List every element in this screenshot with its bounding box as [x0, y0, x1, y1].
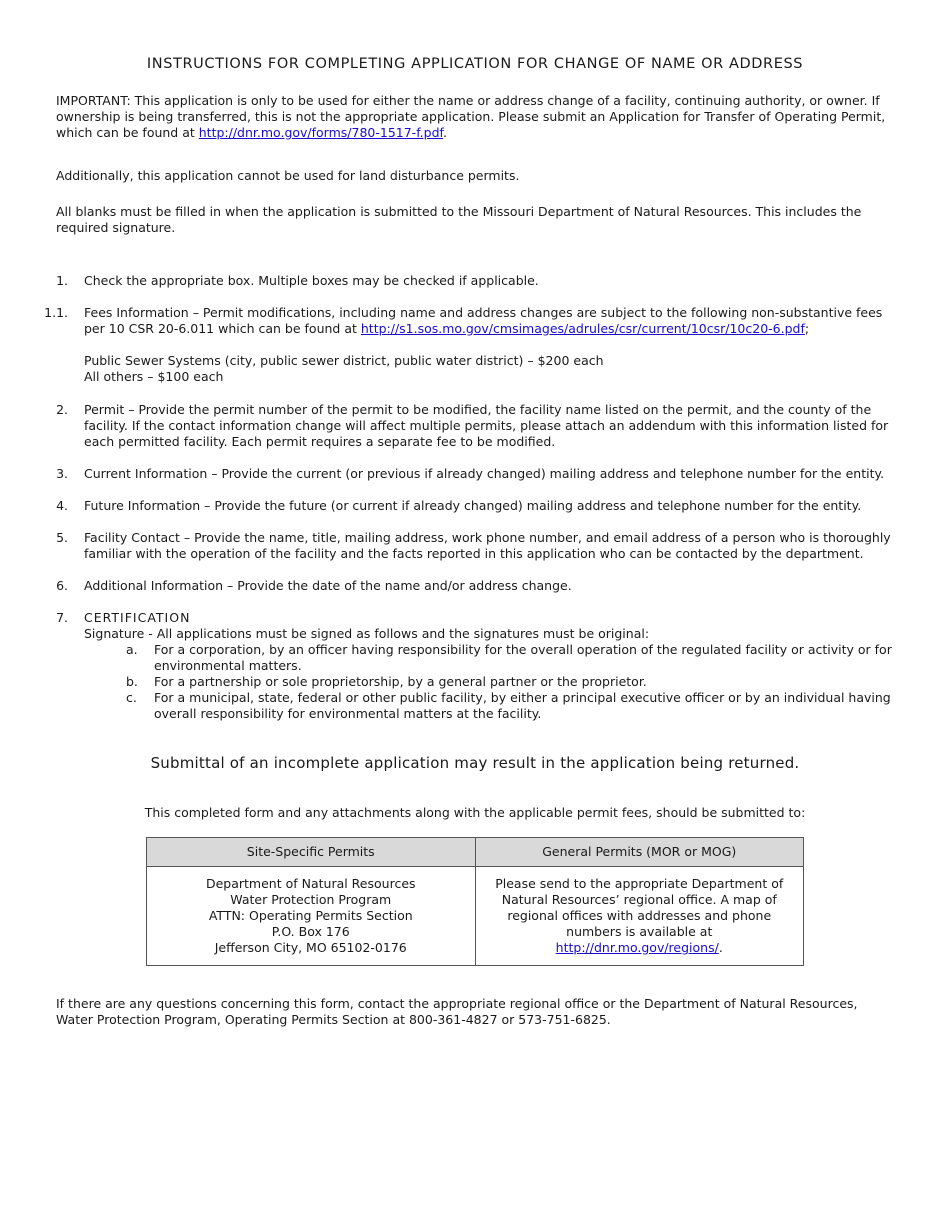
regional-office-end: .: [718, 940, 723, 955]
item-number: 1.: [56, 273, 68, 288]
submission-address-table: [146, 837, 804, 966]
table-row: [147, 867, 804, 966]
signature-rule-c: [84, 690, 896, 722]
sub-letter: a.: [126, 642, 138, 657]
sub-text: For a partnership or sole proprietorship, by a general partner or the proprietor.: [154, 674, 647, 689]
item-text: [84, 610, 896, 722]
sub-text: For a corporation, by an officer having responsibility for the overall operation of the regulated facility or activity or for environmental matters.: [154, 642, 892, 673]
address-line: Water Protection Program: [230, 892, 392, 907]
site-specific-address: [147, 867, 476, 966]
sub-letter: c.: [126, 690, 137, 705]
incomplete-application-notice: Submittal of an incomplete application may result in the application being returned.: [150, 754, 800, 772]
item-text: Additional Information – Provide the date of the name and/or address change.: [84, 578, 572, 593]
item-text: Permit – Provide the permit number of the permit to be modified, the facility name listed on the permit, and the county of the facility. If the contact information change will affect multiple permits, please attach an addendum with this information listed for each permitted facility. Each permit requires a separate fee to be modified.: [84, 402, 889, 449]
signature-requirement: Signature - All applications must be signed as follows and the signatures must be original:: [84, 626, 650, 641]
page-title: INSTRUCTIONS FOR COMPLETING APPLICATION FOR CHANGE OF NAME OR ADDRESS: [146, 56, 804, 72]
fees-end: ;: [804, 321, 810, 336]
item-number: 5.: [56, 530, 68, 545]
contact-footer: If there are any questions concerning this form, contact the appropriate regional office or the Department of Natural Resources, Water Protection Program, Operating Permits Section at 800-361-4827 or 573-751-6825.: [56, 996, 858, 1027]
fee-public-sewer: Public Sewer Systems (city, public sewer district, public water district) – $200 each: [84, 353, 604, 368]
item-number: 7.: [56, 610, 68, 625]
signature-rule-a: [84, 642, 896, 674]
fee-all-others: All others – $100 each: [84, 369, 224, 384]
item-text: Current Information – Provide the current (or previous if already changed) mailing address and telephone number for the entity.: [84, 466, 885, 481]
site-specific-header: Site-Specific Permits: [147, 838, 476, 867]
fees-text: Fees Information – Permit modifications, including name and address changes are subject to the following non-substantive fees per 10 CSR 20-6.011 which can be found at: [84, 305, 883, 336]
land-disturbance-note: Additionally, this application cannot be used for land disturbance permits.: [56, 168, 520, 183]
important-text: IMPORTANT: This application is only to be used for either the name or address change of a facility, continuing authority, or owner. If ownership is being transferred, this is not the appropriate application. Please submit an Application for Transfer of Operating Permit, which can be found at: [56, 93, 886, 140]
general-permits-header: General Permits (MOR or MOG): [475, 838, 804, 867]
submission-instructions: This completed form and any attachments along with the applicable permit fees, should be submitted to:: [144, 805, 806, 820]
item-number: 3.: [56, 466, 68, 481]
csr-rule-link[interactable]: http://s1.sos.mo.gov/cmsimages/adrules/csr/current/10csr/10c20-6.pdf: [360, 321, 805, 336]
address-line: P.O. Box 176: [271, 924, 350, 939]
important-end: .: [443, 125, 448, 140]
table-header-row: [147, 838, 804, 867]
transfer-form-link[interactable]: http://dnr.mo.gov/forms/780-1517-f.pdf: [198, 125, 444, 140]
signature-rule-b: [84, 674, 896, 690]
item-text: [84, 305, 896, 385]
item-text: Facility Contact – Provide the name, title, mailing address, work phone number, and email address of a person who is thoroughly familiar with the operation of the facility and the facts reported in this application who can be contacted by the department.: [84, 530, 891, 561]
item-number: 1.1.: [44, 305, 68, 320]
item-text: Future Information – Provide the future (or current if already changed) mailing address and telephone number for the entity.: [84, 498, 862, 513]
item-number: 2.: [56, 402, 68, 417]
address-line: ATTN: Operating Permits Section: [208, 908, 413, 923]
certification-heading: CERTIFICATION: [84, 610, 191, 625]
blanks-note: All blanks must be filled in when the application is submitted to the Missouri Department of Natural Resources. This includes the required signature.: [56, 204, 862, 235]
address-line: Jefferson City, MO 65102-0176: [214, 940, 407, 955]
sub-text: For a municipal, state, federal or other public facility, by either a principal executive officer or by an individual having overall responsibility for environmental matters at the facility.: [154, 690, 891, 721]
item-number: 4.: [56, 498, 68, 513]
item-text: Check the appropriate box. Multiple boxes may be checked if applicable.: [84, 273, 539, 288]
regional-office-text: Please send to the appropriate Department of Natural Resources’ regional office. A map of regional offices with addresses and phone numbers is available at: [495, 876, 784, 939]
address-line: Department of Natural Resources: [205, 876, 416, 891]
important-notice: [56, 93, 896, 141]
sub-letter: b.: [126, 674, 138, 689]
regions-link[interactable]: http://dnr.mo.gov/regions/: [555, 940, 719, 955]
item-number: 6.: [56, 578, 68, 593]
general-permits-info: [475, 867, 804, 966]
